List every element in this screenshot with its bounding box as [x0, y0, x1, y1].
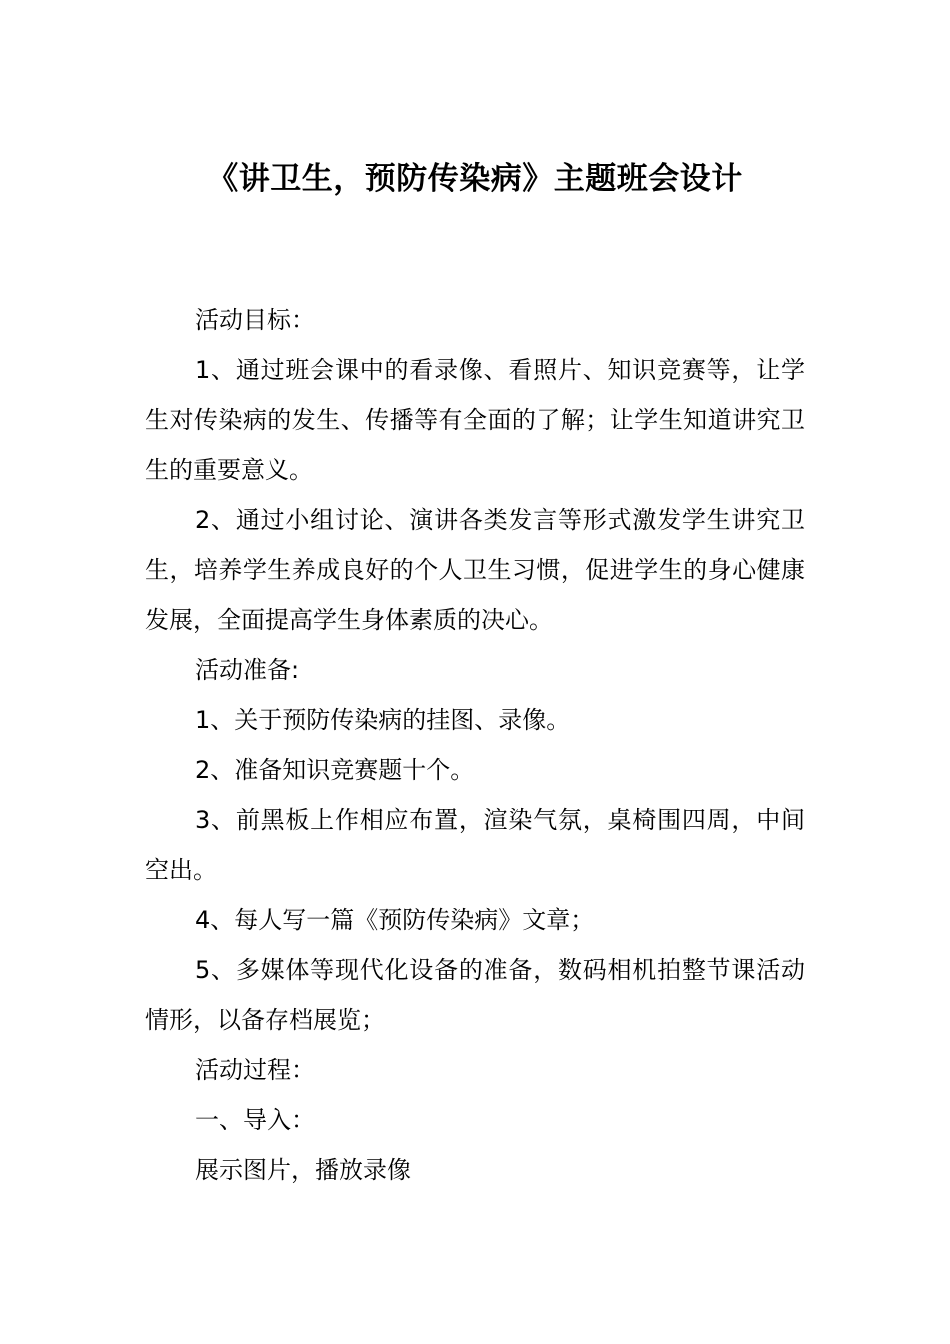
- prep-item-2: 2、准备知识竞赛题十个。: [195, 756, 475, 784]
- prep-item-5: 5、多媒体等现代化设备的准备，数码相机拍整节课活动情形，以备存档展览；: [145, 956, 805, 1034]
- process-section-1-heading: 一、导入：: [195, 1106, 315, 1134]
- goal-item-1: 1、通过班会课中的看录像、看照片、知识竞赛等，让学生对传染病的发生、传播等有全面的了解；让学生知道讲究卫生的重要意义。: [145, 356, 805, 484]
- prep-item-3: 3、前黑板上作相应布置，渲染气氛，桌椅围四周，中间空出。: [145, 806, 805, 884]
- goal-item-2: 2、通过小组讨论、演讲各类发言等形式激发学生讲究卫生，培养学生养成良好的个人卫生习惯，促进学生的身心健康发展，全面提高学生身体素质的决心。: [145, 506, 805, 634]
- heading-activity-process: 活动过程：: [195, 1056, 315, 1084]
- prep-item-4: 4、每人写一篇《预防传染病》文章；: [195, 906, 595, 934]
- document-title: 《讲卫生，预防传染病》主题班会设计: [207, 161, 743, 197]
- process-section-1-text: 展示图片，播放录像: [195, 1156, 411, 1184]
- document-body: [145, 295, 805, 1195]
- heading-activity-goals: 活动目标：: [195, 306, 315, 334]
- prep-item-1: 1、关于预防传染病的挂图、录像。: [195, 706, 571, 734]
- heading-activity-preparation: 活动准备:: [195, 656, 300, 684]
